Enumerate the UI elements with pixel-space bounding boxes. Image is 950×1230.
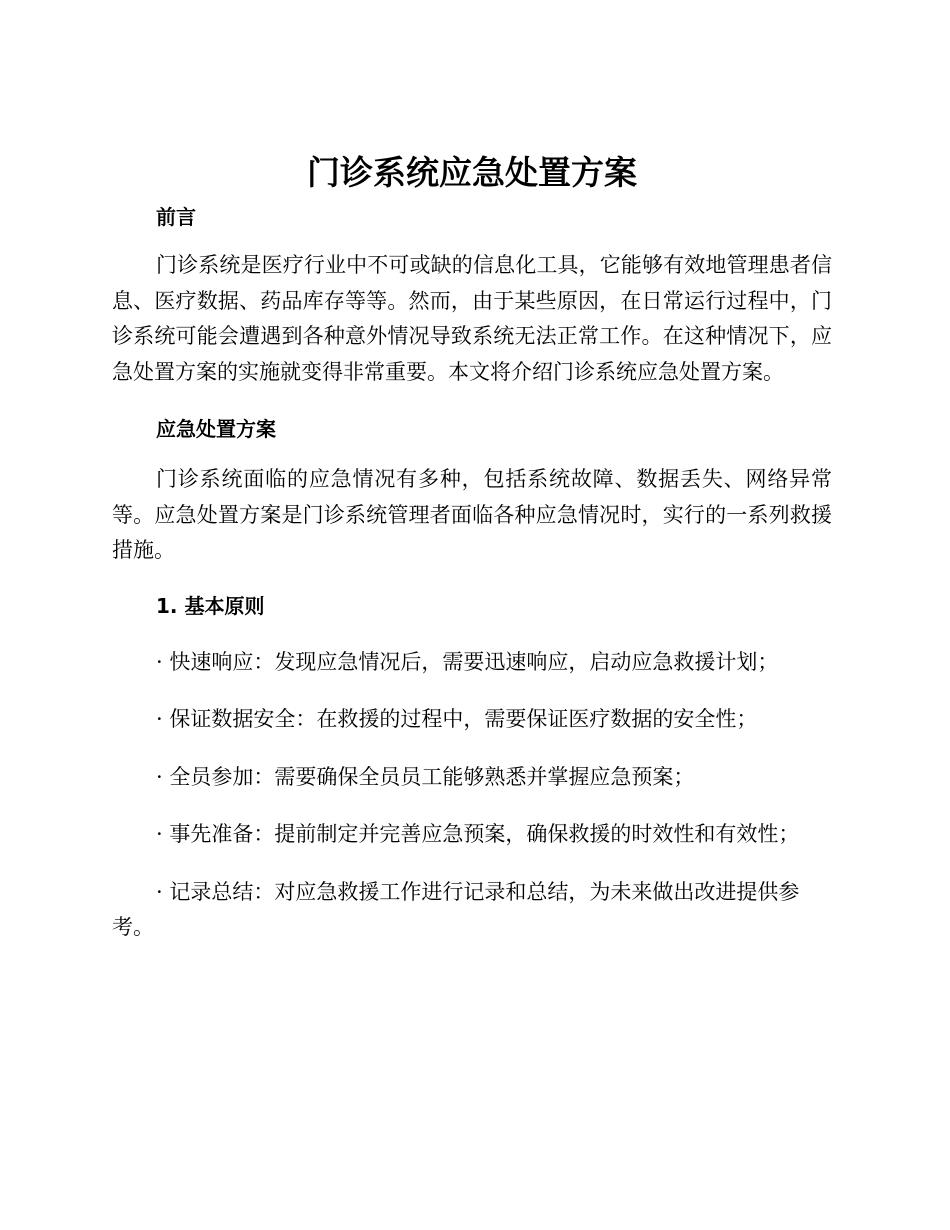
principles-list — [112, 645, 832, 946]
list-item: · 事先准备：提前制定并完善应急预案，确保救援的时效性和有效性； — [156, 822, 800, 846]
section-heading-plan: 应急处置方案 — [156, 417, 276, 441]
list-item: · 全员参加：需要确保全员员工能够熟悉并掌握应急预案； — [156, 764, 695, 789]
document-page — [112, 150, 832, 946]
list-item: · 快速响应：发现应急情况后，需要迅速响应，启动应急救援计划； — [156, 649, 779, 674]
document-title: 门诊系统应急处置方案 — [307, 153, 637, 192]
plan-paragraph: 门诊系统面临的应急情况有多种，包括系统故障、数据丢失、网络异常等。应急处置方案是门诊系统管理者面临各种应急情况时，实行的一系列救援措施。 — [112, 467, 832, 562]
list-item: · 记录总结：对应急救援工作进行记录和总结，为未来做出改进提供参考。 — [112, 879, 800, 939]
section-heading-preface: 前言 — [156, 205, 196, 229]
section-heading-principles: 1. 基本原则 — [156, 593, 265, 618]
list-item: · 保证数据安全：在救援的过程中，需要保证医疗数据的安全性； — [156, 707, 758, 731]
preface-paragraph: 门诊系统是医疗行业中不可或缺的信息化工具，它能够有效地管理患者信息、医疗数据、药品库存等等。然而，由于某些原因，在日常运行过程中，门诊系统可能会遭遇到各种意外情况导致系统无法正常工作。在这种情况下，应急处置方案的实施就变得非常重要。本文将介绍门诊系统应急处置方案。 — [112, 253, 832, 384]
